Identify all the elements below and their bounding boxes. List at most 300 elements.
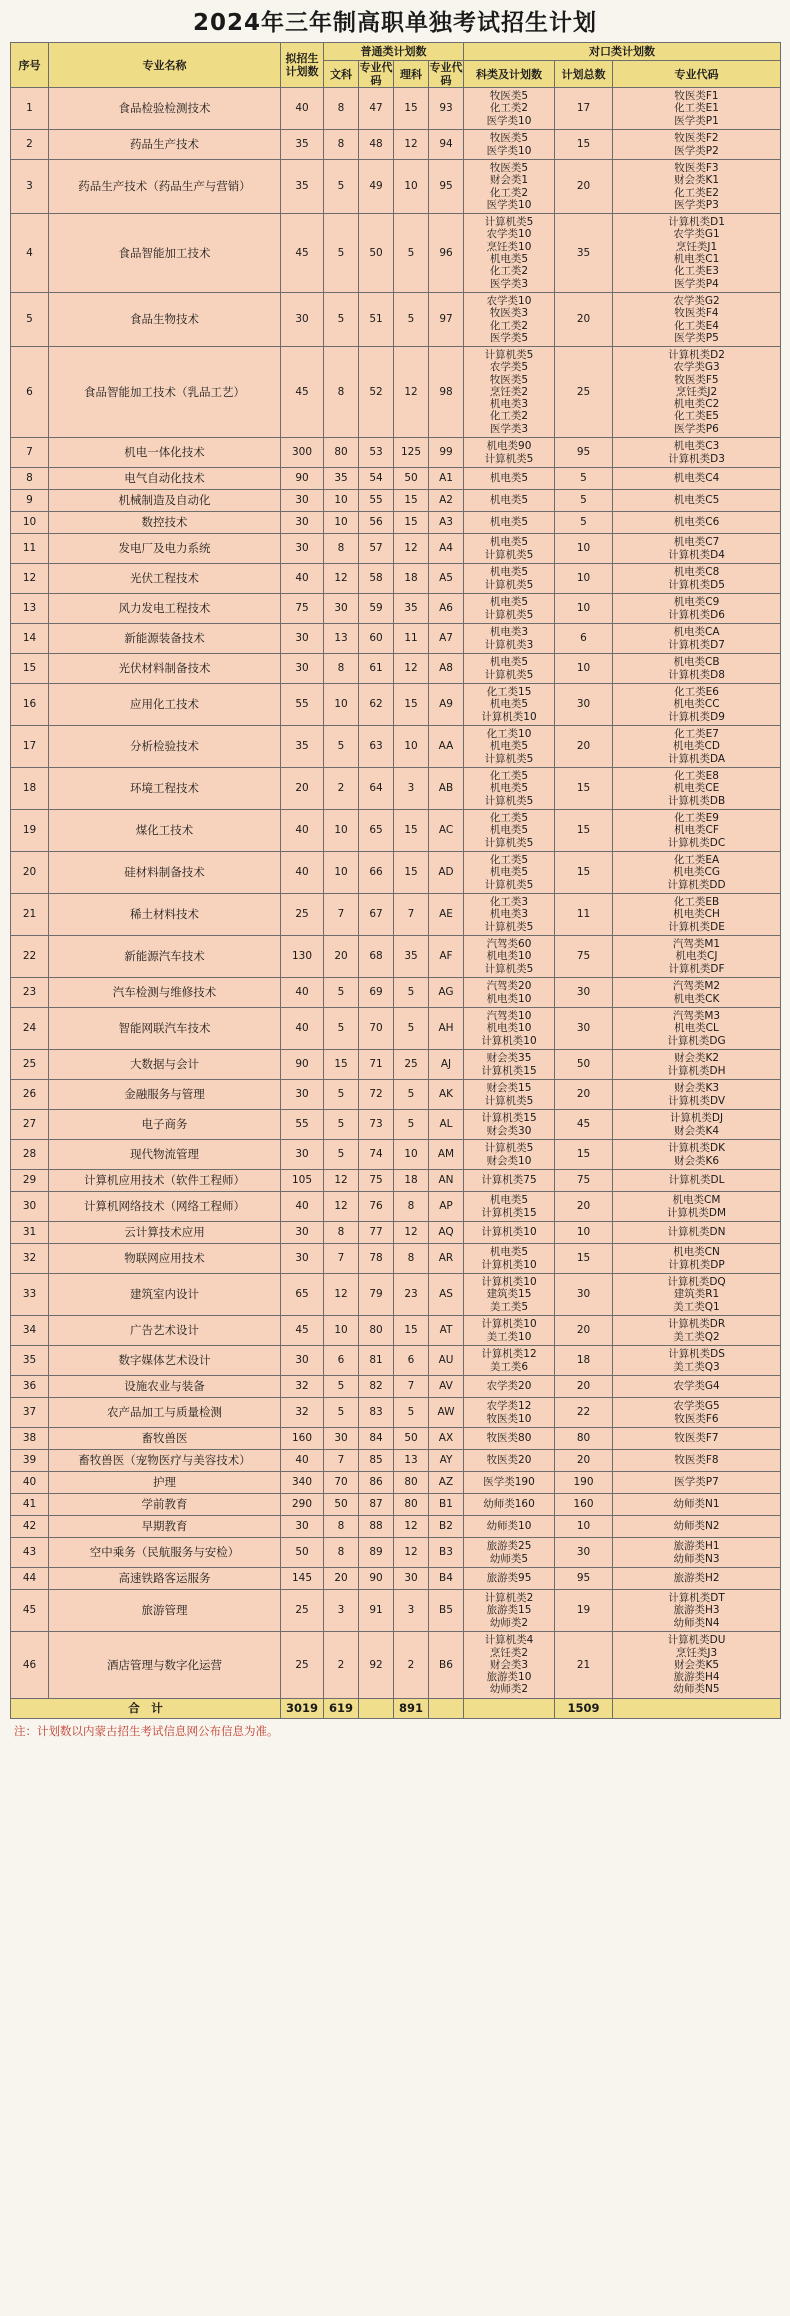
cell-plan: 25 xyxy=(281,1632,324,1699)
cell-like: 8 xyxy=(394,1244,429,1274)
cell-codes xyxy=(613,88,781,130)
cat-line: 旅游类10 xyxy=(486,1671,532,1684)
cell-major-name: 食品检验检测技术 xyxy=(49,88,281,130)
cell-cats xyxy=(464,1346,555,1376)
table-row xyxy=(11,594,781,624)
cell-codes xyxy=(613,894,781,936)
cell-seq: 5 xyxy=(11,293,49,347)
cell-plan: 35 xyxy=(281,130,324,160)
code-line: 计算机类DJ xyxy=(669,1112,724,1125)
cell-wenke: 7 xyxy=(324,1450,359,1472)
cat-line: 计算机类5 xyxy=(484,836,534,849)
code-line: 计算机类D5 xyxy=(668,578,725,591)
header-like: 理科 xyxy=(394,61,429,88)
cell-total: 15 xyxy=(555,810,613,852)
cell-like: 23 xyxy=(394,1274,429,1316)
cell-cats xyxy=(464,810,555,852)
cell-cats xyxy=(464,1538,555,1568)
cell-wenke: 20 xyxy=(324,1568,359,1590)
code-line: 计算机类DQ xyxy=(667,1276,726,1289)
cell-plan: 290 xyxy=(281,1494,324,1516)
cell-total: 95 xyxy=(555,1568,613,1590)
cell-code-wen: 51 xyxy=(359,293,394,347)
cell-total: 19 xyxy=(555,1590,613,1632)
cat-line: 机电类5 xyxy=(489,494,529,507)
cat-line: 农学类10 xyxy=(486,228,532,241)
cell-code-wen: 58 xyxy=(359,564,394,594)
code-line: 机电类CA xyxy=(673,626,720,639)
cell-wenke: 10 xyxy=(324,1316,359,1346)
table-row xyxy=(11,512,781,534)
code-line: 农学类G2 xyxy=(673,294,720,307)
cat-line: 烹饪类2 xyxy=(489,1646,529,1659)
cell-cats xyxy=(464,88,555,130)
code-line: 机电类CD xyxy=(673,740,720,753)
cell-seq: 36 xyxy=(11,1376,49,1398)
cat-line: 机电类5 xyxy=(489,516,529,529)
cell-seq: 24 xyxy=(11,1008,49,1050)
cell-code-li: AP xyxy=(429,1192,464,1222)
cat-line: 化工类10 xyxy=(486,728,532,741)
cell-cats xyxy=(464,490,555,512)
cat-line: 农学类5 xyxy=(489,361,529,374)
cell-plan: 30 xyxy=(281,512,324,534)
cell-cats xyxy=(464,1274,555,1316)
cat-line: 计算机类5 xyxy=(484,608,534,621)
cell-like: 15 xyxy=(394,490,429,512)
cat-line: 医学类10 xyxy=(486,114,532,127)
code-line: 计算机类DE xyxy=(668,920,725,933)
cat-line: 计算机类3 xyxy=(484,638,534,651)
cell-codes xyxy=(613,1080,781,1110)
cell-wenke: 30 xyxy=(324,594,359,624)
cell-code-wen: 60 xyxy=(359,624,394,654)
cell-cats xyxy=(464,468,555,490)
cell-code-li: AU xyxy=(429,1346,464,1376)
cat-line: 机电类5 xyxy=(489,253,529,265)
cell-wenke: 30 xyxy=(324,1428,359,1450)
cell-major-name: 电子商务 xyxy=(49,1110,281,1140)
cell-codes xyxy=(613,1376,781,1398)
cell-like: 125 xyxy=(394,438,429,468)
cat-line: 计算机类15 xyxy=(481,1064,537,1077)
cell-code-li: AV xyxy=(429,1376,464,1398)
table-row xyxy=(11,1222,781,1244)
table-row xyxy=(11,1450,781,1472)
cat-line: 农学类12 xyxy=(486,1400,532,1413)
cell-codes xyxy=(613,1222,781,1244)
cell-like: 12 xyxy=(394,347,429,438)
cell-seq: 3 xyxy=(11,160,49,214)
cell-code-wen: 86 xyxy=(359,1472,394,1494)
cat-line: 机电类5 xyxy=(489,1246,529,1259)
code-line: 机电类C8 xyxy=(673,566,720,579)
code-line: 计算机类D2 xyxy=(668,348,725,361)
footnote: 注：计划数以内蒙古招生考试信息网公布信息为准。 xyxy=(14,1724,279,1738)
cell-major-name: 金融服务与管理 xyxy=(49,1080,281,1110)
code-line: 旅游类H3 xyxy=(673,1604,720,1617)
cell-codes xyxy=(613,214,781,293)
cell-like: 11 xyxy=(394,624,429,654)
cell-codes xyxy=(613,564,781,594)
cat-line: 机电类5 xyxy=(489,656,529,669)
cell-major-name: 畜牧兽医 xyxy=(49,1428,281,1450)
cell-like: 35 xyxy=(394,936,429,978)
cat-line: 计算机类5 xyxy=(484,452,534,465)
cell-like: 6 xyxy=(394,1346,429,1376)
cell-code-wen: 75 xyxy=(359,1170,394,1192)
header-cats: 科类及计划数 xyxy=(464,61,555,88)
cell-codes xyxy=(613,1494,781,1516)
cell-code-wen: 79 xyxy=(359,1274,394,1316)
code-line: 牧医类F4 xyxy=(674,307,719,320)
cell-like: 5 xyxy=(394,978,429,1008)
cell-like: 2 xyxy=(394,1632,429,1699)
cell-code-wen: 80 xyxy=(359,1316,394,1346)
cell-code-li: A2 xyxy=(429,490,464,512)
code-line: 牧医类F7 xyxy=(674,1432,719,1445)
table-row xyxy=(11,160,781,214)
cat-line: 计算机类12 xyxy=(481,1348,537,1361)
cell-like: 18 xyxy=(394,564,429,594)
code-line: 医学类P5 xyxy=(674,331,719,344)
code-line: 计算机类D6 xyxy=(668,608,725,621)
cell-code-li: 97 xyxy=(429,293,464,347)
cell-plan: 25 xyxy=(281,1590,324,1632)
cell-seq: 40 xyxy=(11,1472,49,1494)
cell-like: 50 xyxy=(394,1428,429,1450)
cell-code-li: B2 xyxy=(429,1516,464,1538)
code-line: 财会类K5 xyxy=(673,1658,720,1671)
cell-cats xyxy=(464,1472,555,1494)
code-line: 牧医类F2 xyxy=(674,132,719,145)
cell-total: 20 xyxy=(555,1192,613,1222)
table-row xyxy=(11,1516,781,1538)
cell-like: 12 xyxy=(394,1538,429,1568)
cat-line: 财会类35 xyxy=(486,1052,532,1065)
cat-line: 计算机类5 xyxy=(484,962,534,975)
code-line: 计算机类D9 xyxy=(668,710,725,723)
table-row xyxy=(11,468,781,490)
code-line: 机电类C5 xyxy=(673,494,720,507)
cell-code-wen: 87 xyxy=(359,1494,394,1516)
cell-plan: 30 xyxy=(281,534,324,564)
cell-cats xyxy=(464,684,555,726)
cell-seq: 7 xyxy=(11,438,49,468)
code-line: 旅游类H1 xyxy=(673,1540,720,1553)
cell-major-name: 设施农业与装备 xyxy=(49,1376,281,1398)
cat-line: 计算机类75 xyxy=(481,1174,537,1187)
code-line: 牧医类F5 xyxy=(674,373,719,386)
cell-plan: 50 xyxy=(281,1538,324,1568)
cell-plan: 55 xyxy=(281,684,324,726)
cell-seq: 2 xyxy=(11,130,49,160)
cat-line: 机电类90 xyxy=(486,440,532,453)
code-line: 机电类CF xyxy=(674,824,719,837)
cell-code-wen: 65 xyxy=(359,810,394,852)
cell-major-name: 计算机应用技术（软件工程师） xyxy=(49,1170,281,1192)
cell-like: 15 xyxy=(394,852,429,894)
cell-wenke: 8 xyxy=(324,130,359,160)
code-line: 牧医类F6 xyxy=(674,1412,719,1425)
cell-code-li: AC xyxy=(429,810,464,852)
code-line: 汽驾类M2 xyxy=(672,980,721,993)
cell-code-li: B5 xyxy=(429,1590,464,1632)
cat-line: 计算机类10 xyxy=(481,710,537,723)
cell-major-name: 药品生产技术（药品生产与营销） xyxy=(49,160,281,214)
code-line: 牧医类F3 xyxy=(674,161,719,174)
cell-wenke: 15 xyxy=(324,1050,359,1080)
cell-codes xyxy=(613,594,781,624)
code-line: 农学类G5 xyxy=(673,1400,720,1413)
cell-total: 15 xyxy=(555,768,613,810)
cell-code-wen: 88 xyxy=(359,1516,394,1538)
cell-plan: 105 xyxy=(281,1170,324,1192)
cell-major-name: 护理 xyxy=(49,1472,281,1494)
cell-total: 18 xyxy=(555,1346,613,1376)
cell-plan: 45 xyxy=(281,1316,324,1346)
code-line: 计算机类DF xyxy=(668,962,725,975)
cell-total: 35 xyxy=(555,214,613,293)
cell-seq: 37 xyxy=(11,1398,49,1428)
cell-wenke: 8 xyxy=(324,654,359,684)
cell-codes xyxy=(613,1050,781,1080)
cell-seq: 9 xyxy=(11,490,49,512)
cell-seq: 12 xyxy=(11,564,49,594)
cell-seq: 25 xyxy=(11,1050,49,1080)
cell-like: 25 xyxy=(394,1050,429,1080)
cell-like: 5 xyxy=(394,214,429,293)
cat-line: 农学类10 xyxy=(486,294,532,307)
cat-line: 计算机类5 xyxy=(484,348,534,361)
code-line: 幼师类N4 xyxy=(673,1616,720,1629)
table-row xyxy=(11,810,781,852)
cell-code-li: AM xyxy=(429,1140,464,1170)
cell-code-li: AA xyxy=(429,726,464,768)
cell-code-li: AZ xyxy=(429,1472,464,1494)
cell-major-name: 光伏工程技术 xyxy=(49,564,281,594)
cat-line: 美工类10 xyxy=(486,1330,532,1343)
cell-wenke: 10 xyxy=(324,512,359,534)
cell-codes xyxy=(613,1472,781,1494)
code-line: 医学类P1 xyxy=(674,114,719,127)
cell-like: 5 xyxy=(394,1110,429,1140)
code-line: 机电类CH xyxy=(673,908,720,921)
code-line: 机电类C1 xyxy=(673,253,720,265)
cat-line: 幼师类10 xyxy=(486,1520,532,1533)
cell-codes xyxy=(613,468,781,490)
cell-total: 30 xyxy=(555,1274,613,1316)
cell-codes xyxy=(613,1428,781,1450)
cell-seq: 6 xyxy=(11,347,49,438)
cell-major-name: 分析检验技术 xyxy=(49,726,281,768)
cell-code-wen: 56 xyxy=(359,512,394,534)
code-line: 美工类Q3 xyxy=(673,1360,720,1373)
cell-plan: 30 xyxy=(281,1080,324,1110)
table-row xyxy=(11,768,781,810)
cell-major-name: 大数据与会计 xyxy=(49,1050,281,1080)
table-row xyxy=(11,214,781,293)
cell-plan: 30 xyxy=(281,1346,324,1376)
table-row xyxy=(11,1472,781,1494)
table-row xyxy=(11,1590,781,1632)
code-line: 化工类E6 xyxy=(674,686,719,699)
cell-cats xyxy=(464,624,555,654)
table-row xyxy=(11,564,781,594)
cell-total: 30 xyxy=(555,1538,613,1568)
cell-seq: 18 xyxy=(11,768,49,810)
cell-like: 10 xyxy=(394,1140,429,1170)
page-title: 2024年三年制高职单独考试招生计划 xyxy=(192,10,597,36)
cell-cats xyxy=(464,1568,555,1590)
cell-major-name: 应用化工技术 xyxy=(49,684,281,726)
cell-cats xyxy=(464,1008,555,1050)
cell-total: 95 xyxy=(555,438,613,468)
cell-codes xyxy=(613,130,781,160)
total-code-wen xyxy=(359,1699,394,1719)
cell-code-wen: 63 xyxy=(359,726,394,768)
table-row xyxy=(11,1140,781,1170)
cell-codes xyxy=(613,654,781,684)
cell-total: 5 xyxy=(555,490,613,512)
table-row xyxy=(11,1192,781,1222)
cell-major-name: 发电厂及电力系统 xyxy=(49,534,281,564)
cat-line: 机电类5 xyxy=(489,782,529,795)
table-row xyxy=(11,1428,781,1450)
cell-cats xyxy=(464,654,555,684)
table-row xyxy=(11,936,781,978)
cell-total: 80 xyxy=(555,1428,613,1450)
cell-total: 20 xyxy=(555,293,613,347)
cell-plan: 32 xyxy=(281,1398,324,1428)
code-line: 计算机类D1 xyxy=(668,216,725,229)
cat-line: 化工类2 xyxy=(489,186,529,199)
cell-cats xyxy=(464,1632,555,1699)
cell-major-name: 学前教育 xyxy=(49,1494,281,1516)
cell-codes xyxy=(613,160,781,214)
cell-plan: 35 xyxy=(281,726,324,768)
cell-cats xyxy=(464,1222,555,1244)
cell-total: 21 xyxy=(555,1632,613,1699)
cat-line: 机电类5 xyxy=(489,1194,529,1207)
code-line: 财会类K6 xyxy=(673,1154,720,1167)
cat-line: 医学类3 xyxy=(489,422,529,435)
cell-plan: 40 xyxy=(281,1008,324,1050)
cat-line: 计算机类5 xyxy=(484,752,534,765)
cell-cats xyxy=(464,936,555,978)
cell-seq: 4 xyxy=(11,214,49,293)
header-major: 专业名称 xyxy=(49,43,281,88)
cell-seq: 26 xyxy=(11,1080,49,1110)
code-line: 旅游类H4 xyxy=(673,1671,720,1684)
cell-like: 12 xyxy=(394,1222,429,1244)
table-row xyxy=(11,534,781,564)
cell-plan: 30 xyxy=(281,293,324,347)
cell-plan: 145 xyxy=(281,1568,324,1590)
total-code-li xyxy=(429,1699,464,1719)
cell-wenke: 50 xyxy=(324,1494,359,1516)
cell-wenke: 7 xyxy=(324,1244,359,1274)
cell-code-li: B3 xyxy=(429,1538,464,1568)
cell-cats xyxy=(464,512,555,534)
cell-code-li: AL xyxy=(429,1110,464,1140)
header-seq: 序号 xyxy=(11,43,49,88)
code-line: 烹饪类J2 xyxy=(675,385,718,398)
cell-code-li: AY xyxy=(429,1450,464,1472)
cell-major-name: 电气自动化技术 xyxy=(49,468,281,490)
cell-code-wen: 70 xyxy=(359,1008,394,1050)
cat-line: 幼师类2 xyxy=(489,1616,529,1629)
cell-total: 20 xyxy=(555,1080,613,1110)
code-line: 机电类C7 xyxy=(673,536,720,549)
cell-plan: 40 xyxy=(281,978,324,1008)
code-line: 幼师类N2 xyxy=(673,1520,720,1533)
cat-line: 机电类5 xyxy=(489,866,529,879)
cell-wenke: 5 xyxy=(324,1008,359,1050)
cell-wenke: 7 xyxy=(324,894,359,936)
code-line: 幼师类N5 xyxy=(673,1683,720,1696)
cat-line: 化工类15 xyxy=(486,686,532,699)
cell-plan: 40 xyxy=(281,852,324,894)
cell-wenke: 5 xyxy=(324,1398,359,1428)
cell-code-wen: 67 xyxy=(359,894,394,936)
code-line: 化工类E9 xyxy=(674,812,719,825)
table-row xyxy=(11,1110,781,1140)
cell-cats xyxy=(464,1590,555,1632)
cell-codes xyxy=(613,490,781,512)
cell-code-wen: 54 xyxy=(359,468,394,490)
cell-plan: 75 xyxy=(281,594,324,624)
cell-code-wen: 72 xyxy=(359,1080,394,1110)
cell-code-wen: 76 xyxy=(359,1192,394,1222)
cell-like: 15 xyxy=(394,512,429,534)
table-row xyxy=(11,130,781,160)
cell-code-li: B4 xyxy=(429,1568,464,1590)
cell-total: 10 xyxy=(555,654,613,684)
code-line: 计算机类DP xyxy=(668,1258,725,1271)
code-line: 幼师类N1 xyxy=(673,1498,720,1511)
cell-major-name: 广告艺术设计 xyxy=(49,1316,281,1346)
cat-line: 机电类10 xyxy=(486,992,532,1005)
cat-line: 牧医类5 xyxy=(489,90,529,103)
cell-codes xyxy=(613,1346,781,1376)
cell-wenke: 12 xyxy=(324,564,359,594)
total-li: 891 xyxy=(394,1699,429,1719)
cell-like: 12 xyxy=(394,130,429,160)
cell-total: 20 xyxy=(555,726,613,768)
table-row xyxy=(11,1568,781,1590)
code-line: 计算机类DU xyxy=(667,1634,726,1647)
cell-code-wen: 53 xyxy=(359,438,394,468)
code-line: 烹饪类J3 xyxy=(675,1646,718,1659)
code-line: 化工类E2 xyxy=(674,186,719,199)
cell-total: 6 xyxy=(555,624,613,654)
cell-major-name: 环境工程技术 xyxy=(49,768,281,810)
code-line: 化工类EB xyxy=(673,896,720,909)
code-line: 财会类K2 xyxy=(673,1052,720,1065)
cell-code-li: AT xyxy=(429,1316,464,1346)
cat-line: 计算机类10 xyxy=(481,1318,537,1331)
cell-major-name: 畜牧兽医（宠物医疗与美容技术） xyxy=(49,1450,281,1472)
total-label: 合 计 xyxy=(11,1699,281,1719)
code-line: 机电类C3 xyxy=(673,440,720,453)
cell-major-name: 现代物流管理 xyxy=(49,1140,281,1170)
cell-codes xyxy=(613,810,781,852)
cat-line: 化工类2 xyxy=(489,410,529,423)
cell-code-wen: 89 xyxy=(359,1538,394,1568)
cat-line: 计算机类10 xyxy=(481,1258,537,1271)
cell-seq: 30 xyxy=(11,1192,49,1222)
